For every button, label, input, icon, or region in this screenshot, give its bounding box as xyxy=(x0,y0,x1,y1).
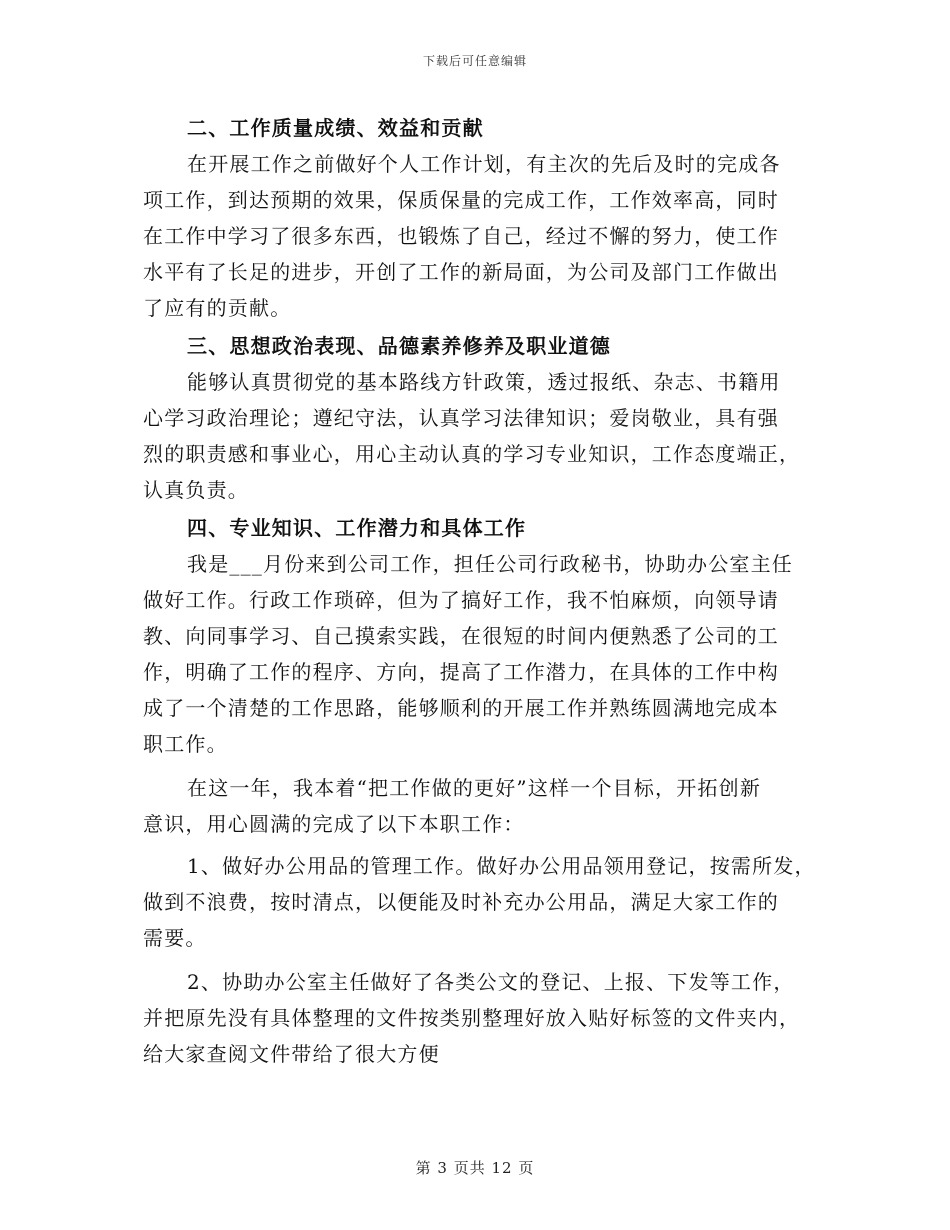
paragraph-line: 成了一个清楚的工作思路，能够顺利的开展工作并熟练圆满地完成本 xyxy=(143,696,779,720)
paragraph-line: 能够认真贯彻党的基本路线方针政策，透过报纸、杂志、书籍用 xyxy=(187,370,781,394)
paragraph-line: 在开展工作之前做好个人工作计划，有主次的先后及时的完成各 xyxy=(187,152,781,176)
paragraph-line: 作，明确了工作的程序、方向，提高了工作潜力，在具体的工作中构 xyxy=(143,660,779,684)
page-number: 第 3 页共 12 页 xyxy=(415,1159,535,1177)
list-item-line: 并把原先没有具体整理的文件按类别整理好放入贴好标签的文件夹内， xyxy=(143,1006,801,1030)
paragraph-line: 我是___月份来到公司工作，担任公司行政秘书，协助办公室主任 xyxy=(187,552,793,576)
page-header-note: 下载后可任意编辑 xyxy=(422,54,527,68)
paragraph-line: 在这一年，我本着“把工作做的更好”这样一个目标，开拓创新 xyxy=(187,776,762,800)
paragraph-line: 教、向同事学习、自己摸索实践，在很短的时间内便熟悉了公司的工 xyxy=(143,624,779,648)
paragraph-line: 烈的职责感和事业心，用心主动认真的学习专业知识，工作态度端正， xyxy=(143,442,801,466)
paragraph-line: 做好工作。行政工作琐碎，但为了搞好工作，我不怕麻烦，向领导请 xyxy=(143,588,779,612)
section-heading-quality: 二、工作质量成绩、效益和贡献 xyxy=(187,116,484,140)
paragraph-line: 职工作。 xyxy=(143,732,228,756)
paragraph-line: 认真负责。 xyxy=(143,478,249,502)
document-body xyxy=(143,108,823,1072)
paragraph-line: 水平有了长足的进步，开创了工作的新局面，为公司及部门工作做出 xyxy=(143,260,779,284)
list-item-line: 需要。 xyxy=(143,926,207,950)
paragraph-line: 项工作，到达预期的效果，保质保量的完成工作，工作效率高，同时 xyxy=(143,188,779,212)
paragraph-line: 心学习政治理论；遵纪守法，认真学习法律知识；爱岗敬业，具有强 xyxy=(143,406,779,430)
section-heading-ethics: 三、思想政治表现、品德素养修养及职业道德 xyxy=(187,334,611,358)
paragraph-line: 在工作中学习了很多东西，也锻炼了自己，经过不懈的努力，使工作 xyxy=(143,224,779,248)
list-item-line: 做到不浪费，按时清点，以便能及时补充办公用品，满足大家工作的 xyxy=(143,890,779,914)
list-item-line: 1、做好办公用品的管理工作。做好办公用品领用登记，按需所发， xyxy=(187,854,816,878)
list-item-line: 给大家查阅文件带给了很大方便 xyxy=(143,1042,440,1066)
paragraph-line: 了应有的贡献。 xyxy=(143,296,292,320)
paragraph-line: 意识，用心圆满的完成了以下本职工作： xyxy=(143,812,525,836)
section-heading-knowledge: 四、专业知识、工作潜力和具体工作 xyxy=(187,516,527,540)
list-item-line: 2、协助办公室主任做好了各类公文的登记、上报、下发等工作， xyxy=(187,970,795,994)
